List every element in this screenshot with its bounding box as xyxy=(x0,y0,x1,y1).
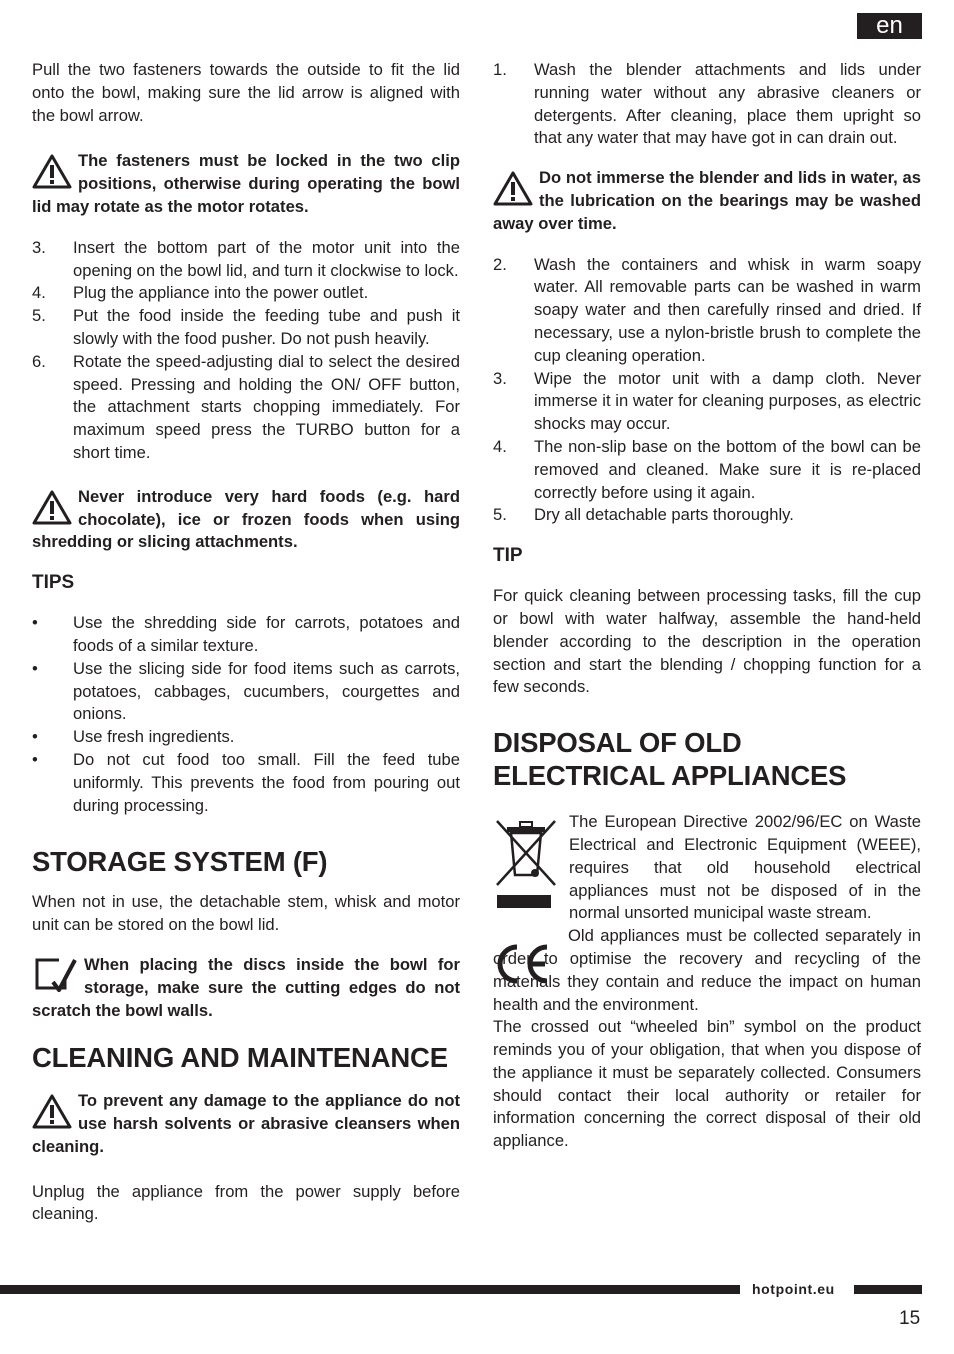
storage-note xyxy=(32,954,460,1022)
intro-paragraph: Pull the two fasteners towards the outside to fit the lid onto the bowl, making sure the lid arrow is aligned with the bowl arrow. xyxy=(32,60,460,125)
steps-list-left xyxy=(32,237,460,465)
right-column xyxy=(493,59,921,1153)
warning-solvents xyxy=(32,1090,460,1158)
storage-paragraph: When not in use, the detachable stem, whisk and motor unit can be stored on the bowl lid. xyxy=(32,892,460,935)
steps-list-right-b xyxy=(493,254,921,528)
list-item: 4. The non-slip base on the bottom of the bowl can be removed and cleaned. Make sure it is re-placed correctly before using it again. xyxy=(493,436,921,502)
list-item: • Do not cut food too small. Fill the feed tube uniformly. This prevents the food from pouring out during processing. xyxy=(32,749,460,815)
ce-mark-icon xyxy=(493,941,551,987)
list-item: 2. Wash the containers and whisk in warm soapy water. All removable parts can be washed in warm soapy water and then carefully rinsed and dried. If necessary, use a nylon-bristle brush to complete the cup cleaning operation. xyxy=(493,254,921,365)
footer-rule-right xyxy=(854,1285,922,1294)
tip-heading: TIP xyxy=(493,545,523,567)
list-item: • Use fresh ingredients. xyxy=(32,727,235,747)
cleaning-heading: CLEANING AND MAINTENANCE xyxy=(32,1042,448,1074)
warning-immerse xyxy=(493,167,921,235)
disposal-paragraph-2: Old appliances must be collected separately in order to optimise the recovery and recycling of the materials they contain and reduce the impact on human health and the environment. xyxy=(493,926,921,1014)
page-number: 15 xyxy=(899,1308,921,1329)
list-item: 3. Wipe the motor unit with a damp cloth. Never immerse it in water for cleaning purposes, as electric shocks may occur. xyxy=(493,368,921,434)
disposal-paragraph-3: The crossed out “wheeled bin” symbol on the product reminds you of your obligation, that when you dispose of the appliance it must be separately collected. Consumers should contact their local authority or retailer for information concerning the correct disposal of their old appliance. xyxy=(493,1017,921,1151)
warning-triangle-icon xyxy=(32,490,72,526)
list-item: 6. Rotate the speed-adjusting dial to select the desired speed. Pressing and holding the ON/ OFF button, the attachment starts chopping immediately. For maximum speed press the TURBO button for a short time. xyxy=(32,351,460,462)
warning-triangle-icon xyxy=(32,154,72,190)
list-item: 4. Plug the appliance into the power outlet. xyxy=(32,283,369,303)
tips-heading: TIPS xyxy=(32,572,75,594)
disposal-heading: DISPOSAL OF OLD ELECTRICAL APPLIANCES xyxy=(493,727,847,792)
disposal-section xyxy=(493,811,921,1153)
list-item: • Use the shredding side for carrots, potatoes and foods of a similar texture. xyxy=(32,613,460,655)
cleaning-paragraph: Unplug the appliance from the power supply before cleaning. xyxy=(32,1181,460,1224)
tip-paragraph: For quick cleaning between processing tasks, fill the cup or bowl with water halfway, assemble the hand-held blender according to the description in the operation section and start the blending / chopping function for a few seconds. xyxy=(493,586,921,697)
list-item: 3. Insert the bottom part of the motor unit into the opening on the bowl lid, and turn it clockwise to lock. xyxy=(32,237,460,280)
list-item: 5. Dry all detachable parts thoroughly. xyxy=(493,505,794,525)
language-badge: en xyxy=(857,13,922,39)
steps-list-right-a xyxy=(493,59,921,150)
left-column xyxy=(32,59,460,1226)
warning-text: The fasteners must be locked in the two clip positions, otherwise during operating the bowl lid may rotate as the motor rotates. xyxy=(32,151,460,216)
checkbox-note-icon xyxy=(32,956,78,996)
list-item: • Use the slicing side for food items such as carrots, potatoes, cabbages, cucumbers, courgettes and onions. xyxy=(32,658,460,724)
tips-list xyxy=(32,612,460,817)
warning-fasteners xyxy=(32,150,460,218)
footer-brand: hotpoint.eu xyxy=(752,1281,835,1297)
warning-triangle-icon xyxy=(493,171,533,207)
note-text: When placing the discs inside the bowl for storage, make sure the cutting edges do not scratch the bowl walls. xyxy=(32,954,460,1020)
storage-heading: STORAGE SYSTEM (F) xyxy=(32,846,328,878)
warning-hard-foods xyxy=(32,486,460,554)
footer-rule-left xyxy=(0,1285,740,1294)
list-item: 5. Put the food inside the feeding tube and push it slowly with the food pusher. Do not push heavily. xyxy=(32,306,460,348)
list-item: 1. Wash the blender attachments and lids under running water without any abrasive cleaners or detergents. After cleaning, place them upright so that any water that may have got in can drain out. xyxy=(493,60,921,148)
warning-triangle-icon xyxy=(32,1094,72,1130)
warning-text: Never introduce very hard foods (e.g. hard chocolate), ice or frozen foods when using shredding or slicing attachments. xyxy=(32,486,460,552)
disposal-paragraph-1: The European Directive 2002/96/EC on Waste Electrical and Electronic Equipment (WEEE), requires that old household electrical appliances must not be disposed of in the normal unsorted municipal waste stream. xyxy=(569,812,921,923)
warning-text: Do not immerse the blender and lids in water, as the lubrication on the bearings may be washed away over time. xyxy=(493,168,921,233)
warning-text: To prevent any damage to the appliance do not use harsh solvents or abrasive cleansers when cleaning. xyxy=(32,1091,460,1156)
crossed-bin-icon xyxy=(493,815,559,911)
